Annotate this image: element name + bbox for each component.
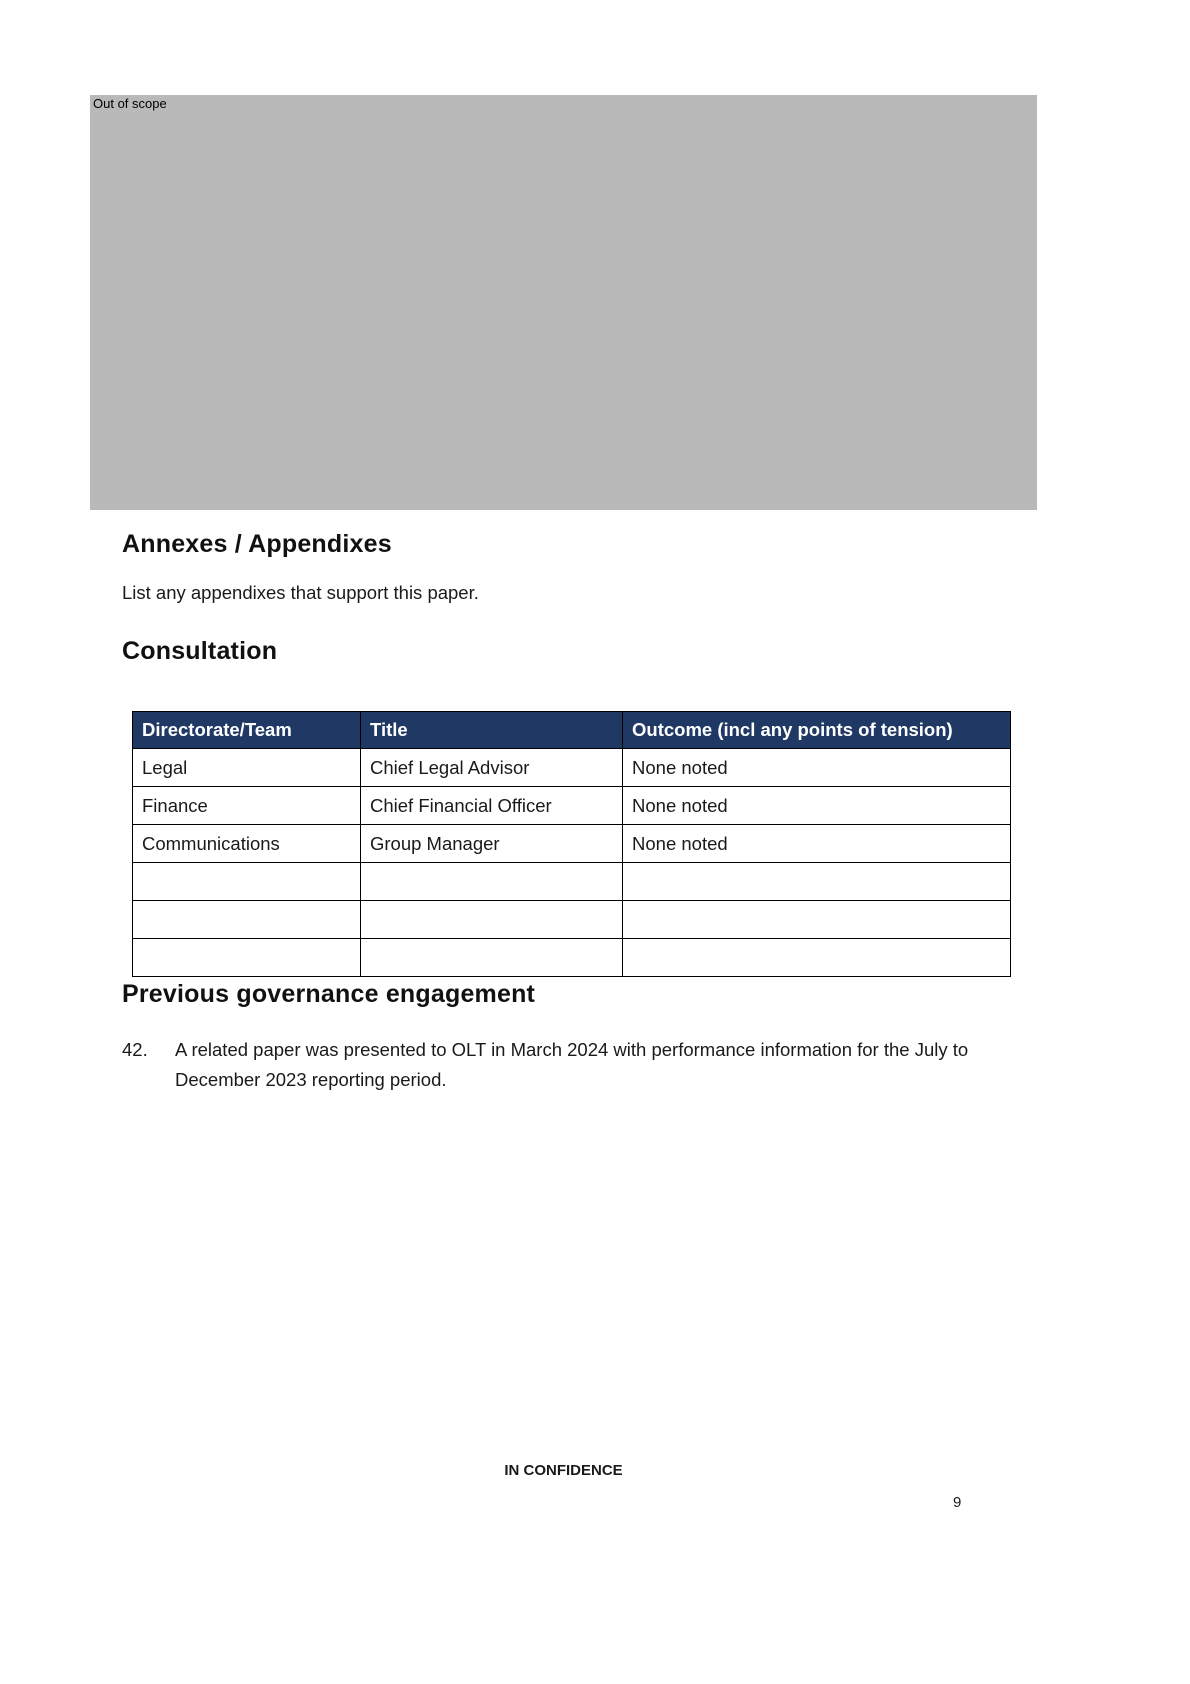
table-row bbox=[133, 901, 1011, 939]
footer-page-number: 9 bbox=[953, 1494, 962, 1511]
table-cell bbox=[133, 939, 361, 977]
table-cell bbox=[623, 939, 1011, 977]
consultation-heading: Consultation bbox=[122, 637, 278, 665]
table-cell: None noted bbox=[623, 787, 1011, 825]
table-cell bbox=[623, 901, 1011, 939]
annexes-heading: Annexes / Appendixes bbox=[122, 530, 392, 558]
table-header-title: Title bbox=[361, 712, 623, 749]
table-cell bbox=[623, 863, 1011, 901]
table-header-row bbox=[133, 712, 1011, 749]
consultation-table bbox=[132, 711, 1011, 977]
table-row bbox=[133, 863, 1011, 901]
table-cell bbox=[361, 939, 623, 977]
paragraph-text: A related paper was presented to OLT in March 2024 with performance information for the July to December 2023 reporting period. bbox=[175, 1039, 969, 1090]
table-row bbox=[133, 749, 1011, 787]
paragraph-number: 42. bbox=[122, 1039, 148, 1060]
numbered-paragraph-42 bbox=[122, 1035, 1002, 1095]
table-cell: Chief Financial Officer bbox=[361, 787, 623, 825]
table-cell bbox=[361, 863, 623, 901]
table-cell: None noted bbox=[623, 825, 1011, 863]
table-cell: None noted bbox=[623, 749, 1011, 787]
footer-classification: IN CONFIDENCE bbox=[504, 1462, 623, 1479]
redaction-label: Out of scope bbox=[93, 96, 167, 111]
table-row bbox=[133, 787, 1011, 825]
previous-governance-heading: Previous governance engagement bbox=[122, 980, 536, 1008]
table-row bbox=[133, 939, 1011, 977]
annexes-body-text: List any appendixes that support this paper. bbox=[122, 582, 479, 603]
table-header-outcome: Outcome (incl any points of tension) bbox=[623, 712, 1011, 749]
table-cell: Finance bbox=[133, 787, 361, 825]
table-cell: Group Manager bbox=[361, 825, 623, 863]
table-cell bbox=[361, 901, 623, 939]
table-cell: Chief Legal Advisor bbox=[361, 749, 623, 787]
consultation-table-wrap bbox=[132, 711, 1010, 977]
table-cell bbox=[133, 863, 361, 901]
table-cell bbox=[133, 901, 361, 939]
table-cell: Legal bbox=[133, 749, 361, 787]
table-cell: Communications bbox=[133, 825, 361, 863]
table-header-directorate: Directorate/Team bbox=[133, 712, 361, 749]
redacted-block bbox=[90, 95, 1037, 510]
table-row bbox=[133, 825, 1011, 863]
